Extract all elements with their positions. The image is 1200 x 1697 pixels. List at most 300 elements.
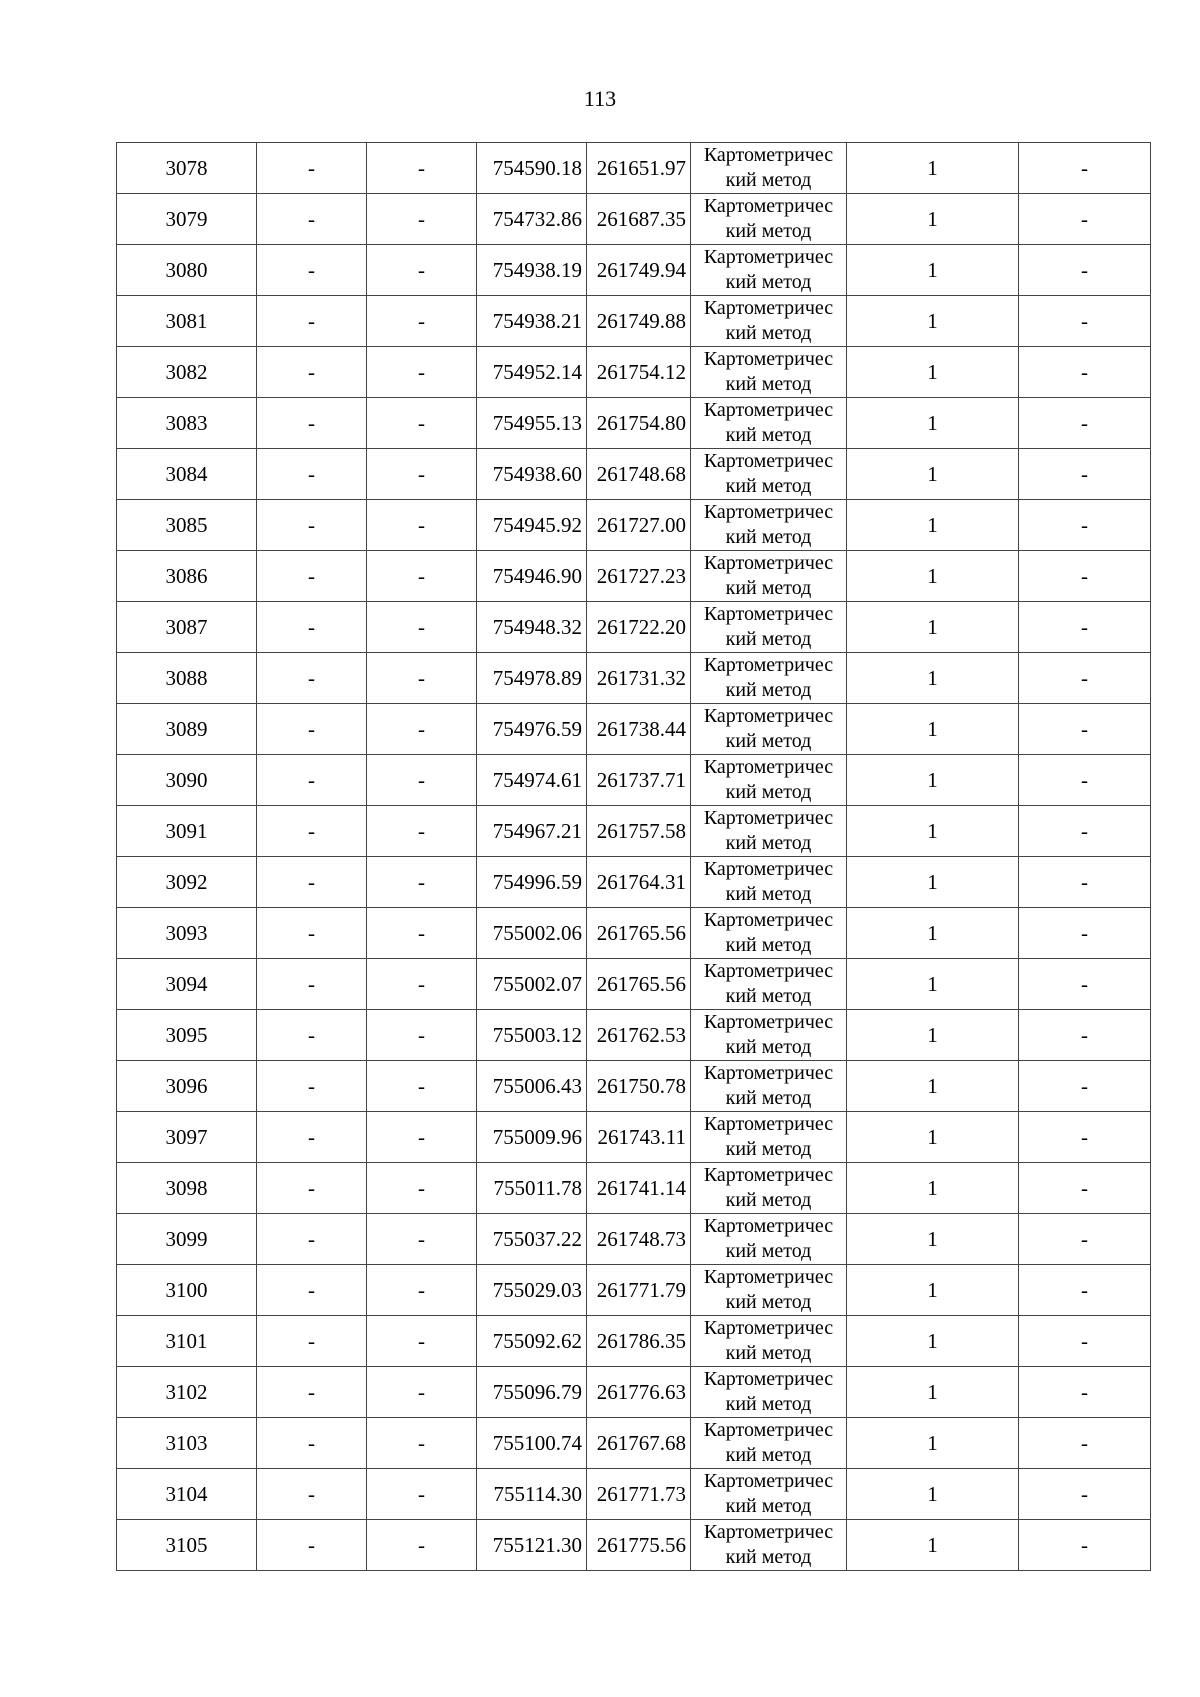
method-line-2: кий метод <box>725 1444 812 1466</box>
empty-cell: - <box>257 1214 367 1265</box>
accuracy-cell: 1 <box>847 1520 1019 1571</box>
empty-cell: - <box>257 1316 367 1367</box>
method-line-2: кий метод <box>725 1393 812 1415</box>
y-coordinate-cell: 261776.63 <box>587 1367 691 1418</box>
empty-cell: - <box>257 398 367 449</box>
empty-cell: - <box>1019 347 1151 398</box>
accuracy-cell: 1 <box>847 500 1019 551</box>
table-row <box>117 1316 1151 1367</box>
method-line-2: кий метод <box>725 679 812 701</box>
empty-cell: - <box>1019 1214 1151 1265</box>
accuracy-cell: 1 <box>847 347 1019 398</box>
point-number-cell: 3084 <box>117 449 257 500</box>
method-line-2: кий метод <box>725 1546 812 1568</box>
method-line-2: кий метод <box>725 169 812 191</box>
table-row <box>117 1010 1151 1061</box>
accuracy-cell: 1 <box>847 602 1019 653</box>
empty-cell: - <box>367 1010 477 1061</box>
table-row <box>117 806 1151 857</box>
empty-cell: - <box>257 1010 367 1061</box>
empty-cell: - <box>1019 1265 1151 1316</box>
empty-cell: - <box>1019 398 1151 449</box>
point-number-cell: 3101 <box>117 1316 257 1367</box>
accuracy-cell: 1 <box>847 551 1019 602</box>
y-coordinate-cell: 261749.94 <box>587 245 691 296</box>
method-line-2: кий метод <box>725 1189 812 1211</box>
table-row <box>117 704 1151 755</box>
point-number-cell: 3095 <box>117 1010 257 1061</box>
empty-cell: - <box>367 1367 477 1418</box>
point-number-cell: 3089 <box>117 704 257 755</box>
point-number-cell: 3080 <box>117 245 257 296</box>
empty-cell: - <box>367 653 477 704</box>
x-coordinate-cell: 755009.96 <box>477 1112 587 1163</box>
accuracy-cell: 1 <box>847 653 1019 704</box>
table-body <box>117 143 1151 1571</box>
accuracy-cell: 1 <box>847 908 1019 959</box>
method-line-2: кий метод <box>725 1495 812 1517</box>
x-coordinate-cell: 754590.18 <box>477 143 587 194</box>
x-coordinate-cell: 754967.21 <box>477 806 587 857</box>
method-cell <box>691 1418 847 1469</box>
empty-cell: - <box>367 1163 477 1214</box>
y-coordinate-cell: 261731.32 <box>587 653 691 704</box>
method-line-1: Картометричес <box>703 552 834 574</box>
x-coordinate-cell: 755114.30 <box>477 1469 587 1520</box>
method-line-1: Картометричес <box>703 348 834 370</box>
empty-cell: - <box>367 143 477 194</box>
method-line-2: кий метод <box>725 1291 812 1313</box>
point-number-cell: 3078 <box>117 143 257 194</box>
table-row <box>117 1520 1151 1571</box>
point-number-cell: 3097 <box>117 1112 257 1163</box>
y-coordinate-cell: 261771.79 <box>587 1265 691 1316</box>
method-line-1: Картометричес <box>703 1368 834 1390</box>
accuracy-cell: 1 <box>847 296 1019 347</box>
method-cell <box>691 1367 847 1418</box>
empty-cell: - <box>1019 653 1151 704</box>
accuracy-cell: 1 <box>847 1061 1019 1112</box>
empty-cell: - <box>1019 296 1151 347</box>
x-coordinate-cell: 755100.74 <box>477 1418 587 1469</box>
table-row <box>117 908 1151 959</box>
method-line-2: кий метод <box>725 730 812 752</box>
x-coordinate-cell: 754938.21 <box>477 296 587 347</box>
table-row <box>117 449 1151 500</box>
empty-cell: - <box>1019 551 1151 602</box>
point-number-cell: 3099 <box>117 1214 257 1265</box>
method-line-2: кий метод <box>725 577 812 599</box>
empty-cell: - <box>367 551 477 602</box>
point-number-cell: 3098 <box>117 1163 257 1214</box>
x-coordinate-cell: 755121.30 <box>477 1520 587 1571</box>
empty-cell: - <box>1019 704 1151 755</box>
method-line-2: кий метод <box>725 832 812 854</box>
empty-cell: - <box>367 704 477 755</box>
method-cell <box>691 704 847 755</box>
accuracy-cell: 1 <box>847 959 1019 1010</box>
table-row <box>117 398 1151 449</box>
empty-cell: - <box>1019 1061 1151 1112</box>
point-number-cell: 3104 <box>117 1469 257 1520</box>
method-cell <box>691 1112 847 1163</box>
table-row <box>117 1163 1151 1214</box>
accuracy-cell: 1 <box>847 1010 1019 1061</box>
method-cell <box>691 1469 847 1520</box>
method-line-2: кий метод <box>725 1240 812 1262</box>
table-row <box>117 602 1151 653</box>
empty-cell: - <box>257 1061 367 1112</box>
method-cell <box>691 1010 847 1061</box>
point-number-cell: 3093 <box>117 908 257 959</box>
x-coordinate-cell: 754938.60 <box>477 449 587 500</box>
point-number-cell: 3090 <box>117 755 257 806</box>
method-line-1: Картометричес <box>703 450 834 472</box>
y-coordinate-cell: 261741.14 <box>587 1163 691 1214</box>
empty-cell: - <box>1019 1010 1151 1061</box>
empty-cell: - <box>257 143 367 194</box>
y-coordinate-cell: 261748.73 <box>587 1214 691 1265</box>
method-line-1: Картометричес <box>703 399 834 421</box>
method-line-1: Картометричес <box>703 909 834 931</box>
empty-cell: - <box>367 1520 477 1571</box>
y-coordinate-cell: 261750.78 <box>587 1061 691 1112</box>
x-coordinate-cell: 754946.90 <box>477 551 587 602</box>
method-line-1: Картометричес <box>703 144 834 166</box>
point-number-cell: 3083 <box>117 398 257 449</box>
table-row <box>117 143 1151 194</box>
empty-cell: - <box>257 1265 367 1316</box>
empty-cell: - <box>367 245 477 296</box>
y-coordinate-cell: 261771.73 <box>587 1469 691 1520</box>
point-number-cell: 3082 <box>117 347 257 398</box>
accuracy-cell: 1 <box>847 143 1019 194</box>
empty-cell: - <box>1019 194 1151 245</box>
y-coordinate-cell: 261767.68 <box>587 1418 691 1469</box>
method-cell <box>691 296 847 347</box>
empty-cell: - <box>367 602 477 653</box>
y-coordinate-cell: 261738.44 <box>587 704 691 755</box>
method-line-1: Картометричес <box>703 1470 834 1492</box>
empty-cell: - <box>367 500 477 551</box>
method-line-2: кий метод <box>725 1342 812 1364</box>
empty-cell: - <box>367 296 477 347</box>
y-coordinate-cell: 261687.35 <box>587 194 691 245</box>
y-coordinate-cell: 261786.35 <box>587 1316 691 1367</box>
method-line-1: Картометричес <box>703 297 834 319</box>
point-number-cell: 3088 <box>117 653 257 704</box>
empty-cell: - <box>1019 245 1151 296</box>
accuracy-cell: 1 <box>847 398 1019 449</box>
empty-cell: - <box>367 398 477 449</box>
x-coordinate-cell: 755002.07 <box>477 959 587 1010</box>
empty-cell: - <box>1019 857 1151 908</box>
accuracy-cell: 1 <box>847 1163 1019 1214</box>
method-line-2: кий метод <box>725 424 812 446</box>
table-row <box>117 1367 1151 1418</box>
method-cell <box>691 1520 847 1571</box>
y-coordinate-cell: 261765.56 <box>587 908 691 959</box>
table-row <box>117 500 1151 551</box>
table-row <box>117 755 1151 806</box>
empty-cell: - <box>1019 1520 1151 1571</box>
accuracy-cell: 1 <box>847 806 1019 857</box>
empty-cell: - <box>367 857 477 908</box>
empty-cell: - <box>1019 959 1151 1010</box>
point-number-cell: 3091 <box>117 806 257 857</box>
method-line-2: кий метод <box>725 628 812 650</box>
y-coordinate-cell: 261743.11 <box>587 1112 691 1163</box>
empty-cell: - <box>257 500 367 551</box>
empty-cell: - <box>1019 1367 1151 1418</box>
empty-cell: - <box>257 245 367 296</box>
y-coordinate-cell: 261765.56 <box>587 959 691 1010</box>
x-coordinate-cell: 754948.32 <box>477 602 587 653</box>
accuracy-cell: 1 <box>847 1112 1019 1163</box>
empty-cell: - <box>367 1316 477 1367</box>
method-cell <box>691 551 847 602</box>
table-row <box>117 1214 1151 1265</box>
y-coordinate-cell: 261651.97 <box>587 143 691 194</box>
empty-cell: - <box>257 347 367 398</box>
method-cell <box>691 1316 847 1367</box>
x-coordinate-cell: 755029.03 <box>477 1265 587 1316</box>
method-line-2: кий метод <box>725 220 812 242</box>
method-cell <box>691 500 847 551</box>
table-row <box>117 551 1151 602</box>
method-line-1: Картометричес <box>703 1215 834 1237</box>
empty-cell: - <box>367 1469 477 1520</box>
method-line-2: кий метод <box>725 271 812 293</box>
x-coordinate-cell: 755092.62 <box>477 1316 587 1367</box>
point-number-cell: 3081 <box>117 296 257 347</box>
method-cell <box>691 449 847 500</box>
x-coordinate-cell: 755002.06 <box>477 908 587 959</box>
accuracy-cell: 1 <box>847 1469 1019 1520</box>
empty-cell: - <box>257 1469 367 1520</box>
empty-cell: - <box>1019 1112 1151 1163</box>
empty-cell: - <box>367 194 477 245</box>
coordinates-table <box>116 142 1151 1571</box>
x-coordinate-cell: 754952.14 <box>477 347 587 398</box>
x-coordinate-cell: 754978.89 <box>477 653 587 704</box>
x-coordinate-cell: 754945.92 <box>477 500 587 551</box>
point-number-cell: 3094 <box>117 959 257 1010</box>
table-row <box>117 296 1151 347</box>
method-line-1: Картометричес <box>703 756 834 778</box>
accuracy-cell: 1 <box>847 1265 1019 1316</box>
method-cell <box>691 1214 847 1265</box>
point-number-cell: 3105 <box>117 1520 257 1571</box>
empty-cell: - <box>367 449 477 500</box>
method-line-1: Картометричес <box>703 1164 834 1186</box>
method-line-1: Картометричес <box>703 960 834 982</box>
method-line-2: кий метод <box>725 1036 812 1058</box>
table-row <box>117 1112 1151 1163</box>
method-line-1: Картометричес <box>703 807 834 829</box>
empty-cell: - <box>1019 602 1151 653</box>
table-row <box>117 857 1151 908</box>
empty-cell: - <box>1019 449 1151 500</box>
accuracy-cell: 1 <box>847 449 1019 500</box>
empty-cell: - <box>1019 908 1151 959</box>
empty-cell: - <box>257 959 367 1010</box>
y-coordinate-cell: 261764.31 <box>587 857 691 908</box>
method-cell <box>691 143 847 194</box>
empty-cell: - <box>1019 1418 1151 1469</box>
empty-cell: - <box>257 1418 367 1469</box>
point-number-cell: 3102 <box>117 1367 257 1418</box>
method-line-1: Картометричес <box>703 858 834 880</box>
table-row <box>117 1265 1151 1316</box>
method-line-1: Картометричес <box>703 654 834 676</box>
point-number-cell: 3100 <box>117 1265 257 1316</box>
accuracy-cell: 1 <box>847 194 1019 245</box>
x-coordinate-cell: 755037.22 <box>477 1214 587 1265</box>
method-cell <box>691 959 847 1010</box>
method-line-2: кий метод <box>725 373 812 395</box>
method-cell <box>691 653 847 704</box>
method-cell <box>691 908 847 959</box>
empty-cell: - <box>257 704 367 755</box>
method-line-1: Картометричес <box>703 1266 834 1288</box>
y-coordinate-cell: 261727.00 <box>587 500 691 551</box>
empty-cell: - <box>367 347 477 398</box>
point-number-cell: 3087 <box>117 602 257 653</box>
x-coordinate-cell: 755096.79 <box>477 1367 587 1418</box>
method-line-2: кий метод <box>725 934 812 956</box>
empty-cell: - <box>257 296 367 347</box>
empty-cell: - <box>257 857 367 908</box>
x-coordinate-cell: 754938.19 <box>477 245 587 296</box>
y-coordinate-cell: 261775.56 <box>587 1520 691 1571</box>
accuracy-cell: 1 <box>847 1316 1019 1367</box>
y-coordinate-cell: 261748.68 <box>587 449 691 500</box>
table-row <box>117 1061 1151 1112</box>
method-line-1: Картометричес <box>703 1062 834 1084</box>
table-row <box>117 959 1151 1010</box>
method-line-1: Картометричес <box>703 1521 834 1543</box>
empty-cell: - <box>367 1061 477 1112</box>
method-line-2: кий метод <box>725 1138 812 1160</box>
table-row <box>117 347 1151 398</box>
method-cell <box>691 1163 847 1214</box>
method-cell <box>691 245 847 296</box>
y-coordinate-cell: 261762.53 <box>587 1010 691 1061</box>
empty-cell: - <box>257 602 367 653</box>
x-coordinate-cell: 755003.12 <box>477 1010 587 1061</box>
y-coordinate-cell: 261737.71 <box>587 755 691 806</box>
y-coordinate-cell: 261749.88 <box>587 296 691 347</box>
method-cell <box>691 347 847 398</box>
method-line-1: Картометричес <box>703 246 834 268</box>
method-cell <box>691 857 847 908</box>
accuracy-cell: 1 <box>847 1214 1019 1265</box>
table-row <box>117 245 1151 296</box>
empty-cell: - <box>257 908 367 959</box>
method-cell <box>691 806 847 857</box>
method-line-2: кий метод <box>725 322 812 344</box>
point-number-cell: 3079 <box>117 194 257 245</box>
empty-cell: - <box>367 1112 477 1163</box>
method-line-1: Картометричес <box>703 1113 834 1135</box>
empty-cell: - <box>257 755 367 806</box>
x-coordinate-cell: 755006.43 <box>477 1061 587 1112</box>
empty-cell: - <box>257 194 367 245</box>
empty-cell: - <box>1019 1316 1151 1367</box>
y-coordinate-cell: 261722.20 <box>587 602 691 653</box>
accuracy-cell: 1 <box>847 857 1019 908</box>
y-coordinate-cell: 261754.80 <box>587 398 691 449</box>
table-row <box>117 1469 1151 1520</box>
method-cell <box>691 1061 847 1112</box>
method-line-2: кий метод <box>725 1087 812 1109</box>
method-cell <box>691 398 847 449</box>
table-row <box>117 653 1151 704</box>
empty-cell: - <box>1019 143 1151 194</box>
empty-cell: - <box>367 806 477 857</box>
method-line-1: Картометричес <box>703 705 834 727</box>
empty-cell: - <box>1019 806 1151 857</box>
empty-cell: - <box>367 1265 477 1316</box>
x-coordinate-cell: 754974.61 <box>477 755 587 806</box>
method-line-1: Картометричес <box>703 603 834 625</box>
method-line-1: Картометричес <box>703 1011 834 1033</box>
method-cell <box>691 1265 847 1316</box>
empty-cell: - <box>367 908 477 959</box>
empty-cell: - <box>257 1367 367 1418</box>
accuracy-cell: 1 <box>847 1418 1019 1469</box>
empty-cell: - <box>257 1163 367 1214</box>
empty-cell: - <box>1019 1469 1151 1520</box>
method-line-1: Картометричес <box>703 1317 834 1339</box>
empty-cell: - <box>1019 1163 1151 1214</box>
page-number: 113 <box>583 86 617 111</box>
empty-cell: - <box>257 806 367 857</box>
accuracy-cell: 1 <box>847 704 1019 755</box>
method-line-1: Картометричес <box>703 1419 834 1441</box>
empty-cell: - <box>1019 500 1151 551</box>
empty-cell: - <box>367 755 477 806</box>
table-row <box>117 194 1151 245</box>
empty-cell: - <box>367 1214 477 1265</box>
empty-cell: - <box>257 1520 367 1571</box>
point-number-cell: 3086 <box>117 551 257 602</box>
method-cell <box>691 194 847 245</box>
x-coordinate-cell: 754996.59 <box>477 857 587 908</box>
y-coordinate-cell: 261757.58 <box>587 806 691 857</box>
empty-cell: - <box>1019 755 1151 806</box>
method-cell <box>691 602 847 653</box>
empty-cell: - <box>257 653 367 704</box>
accuracy-cell: 1 <box>847 755 1019 806</box>
x-coordinate-cell: 754955.13 <box>477 398 587 449</box>
method-cell <box>691 755 847 806</box>
accuracy-cell: 1 <box>847 245 1019 296</box>
point-number-cell: 3103 <box>117 1418 257 1469</box>
point-number-cell: 3085 <box>117 500 257 551</box>
method-line-2: кий метод <box>725 883 812 905</box>
method-line-2: кий метод <box>725 985 812 1007</box>
method-line-1: Картометричес <box>703 501 834 523</box>
empty-cell: - <box>367 959 477 1010</box>
x-coordinate-cell: 754732.86 <box>477 194 587 245</box>
empty-cell: - <box>257 449 367 500</box>
empty-cell: - <box>257 1112 367 1163</box>
x-coordinate-cell: 754976.59 <box>477 704 587 755</box>
point-number-cell: 3096 <box>117 1061 257 1112</box>
point-number-cell: 3092 <box>117 857 257 908</box>
